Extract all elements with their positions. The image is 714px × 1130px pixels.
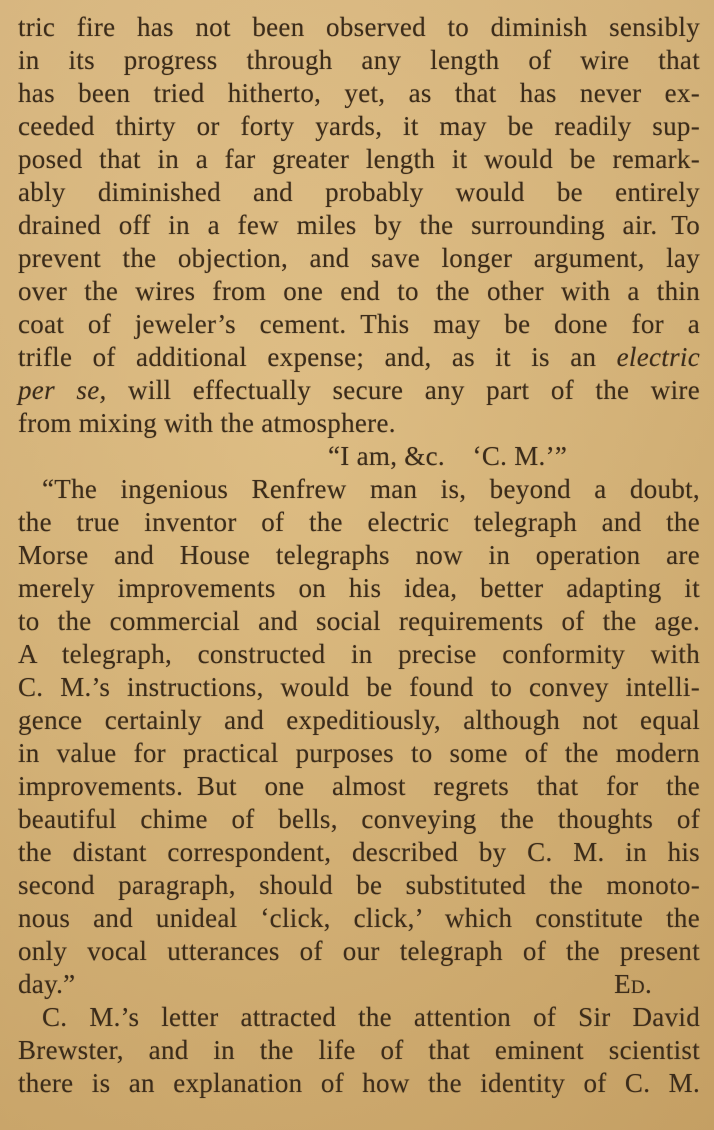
text-line: Brewster, and in the life of that eminent scientist [18,1035,700,1065]
text-line: the true inventor of the electric telegraph and the [18,507,700,537]
editor-signoff: Ed. [614,969,652,999]
text-line: in value for practical purposes to some of the modern [18,738,700,768]
text-line: beautiful chime of bells, conveying the thoughts of [18,804,700,834]
text-line: there is an explanation of how the identity of C. M. [18,1068,700,1098]
text-line: only vocal utterances of our telegraph of the present [18,936,700,966]
text-run: will effectually secure any part of the wire [106,375,700,405]
text-line: second paragraph, should be substituted the monoto- [18,870,700,900]
text-line [18,374,700,407]
text-line: the distant correspondent, described by C. M. in his [18,837,700,867]
text-line: C. M.’s letter attracted the attention of Sir David [42,1002,700,1032]
text-line: over the wires from one end to the other with a thin [18,276,700,306]
letter-signature-line: “I am, &c. ‘C. M.’” [328,441,568,471]
closing-text: day.” [18,969,76,999]
text-line: gence certainly and expeditiously, although not equal [18,705,700,735]
text-line: tric fire has not been observed to diminish sensibly [18,12,700,42]
text-line: “The ingenious Renfrew man is, beyond a doubt, [42,474,700,504]
text-line: improvements. But one almost regrets that for the [18,771,700,801]
text-line: nous and unideal ‘click, click,’ which constitute the [18,903,700,933]
text-line: prevent the objection, and save longer argument, lay [18,243,700,273]
text-line: ably diminished and probably would be entirely [18,177,700,207]
text-line: from mixing with the atmosphere. [18,408,396,438]
text-line: ceeded thirty or forty yards, it may be readily sup- [18,111,700,141]
italic-text-run: per se, [18,375,107,405]
text-line: posed that in a far greater length it would be remark- [18,144,700,174]
narrative-paragraph [18,1001,700,1100]
text-line: to the commercial and social requirements of the age. [18,606,700,636]
text-line: drained off in a few miles by the surrounding air. To [18,210,700,240]
editor-note-closing-line [18,968,700,1001]
text-line: A telegraph, constructed in precise conformity with [18,639,700,669]
text-line [18,341,700,374]
text-run: trifle of additional expense; and, as it is an [18,342,617,372]
editor-note-paragraph [18,473,700,1001]
page-text-block [18,11,700,1100]
italic-text-run: electric [616,342,700,372]
text-line: in its progress through any length of wire that [18,45,700,75]
text-line: C. M.’s instructions, would be found to convey intelli- [18,672,700,702]
text-line: Morse and House telegraphs now in operation are [18,540,700,570]
text-line: has been tried hitherto, yet, as that has never ex- [18,78,700,108]
text-line: coat of jeweler’s cement. This may be done for a [18,309,700,339]
letter-continuation-paragraph [18,11,700,440]
text-line: merely improvements on his idea, better adapting it [18,573,700,603]
